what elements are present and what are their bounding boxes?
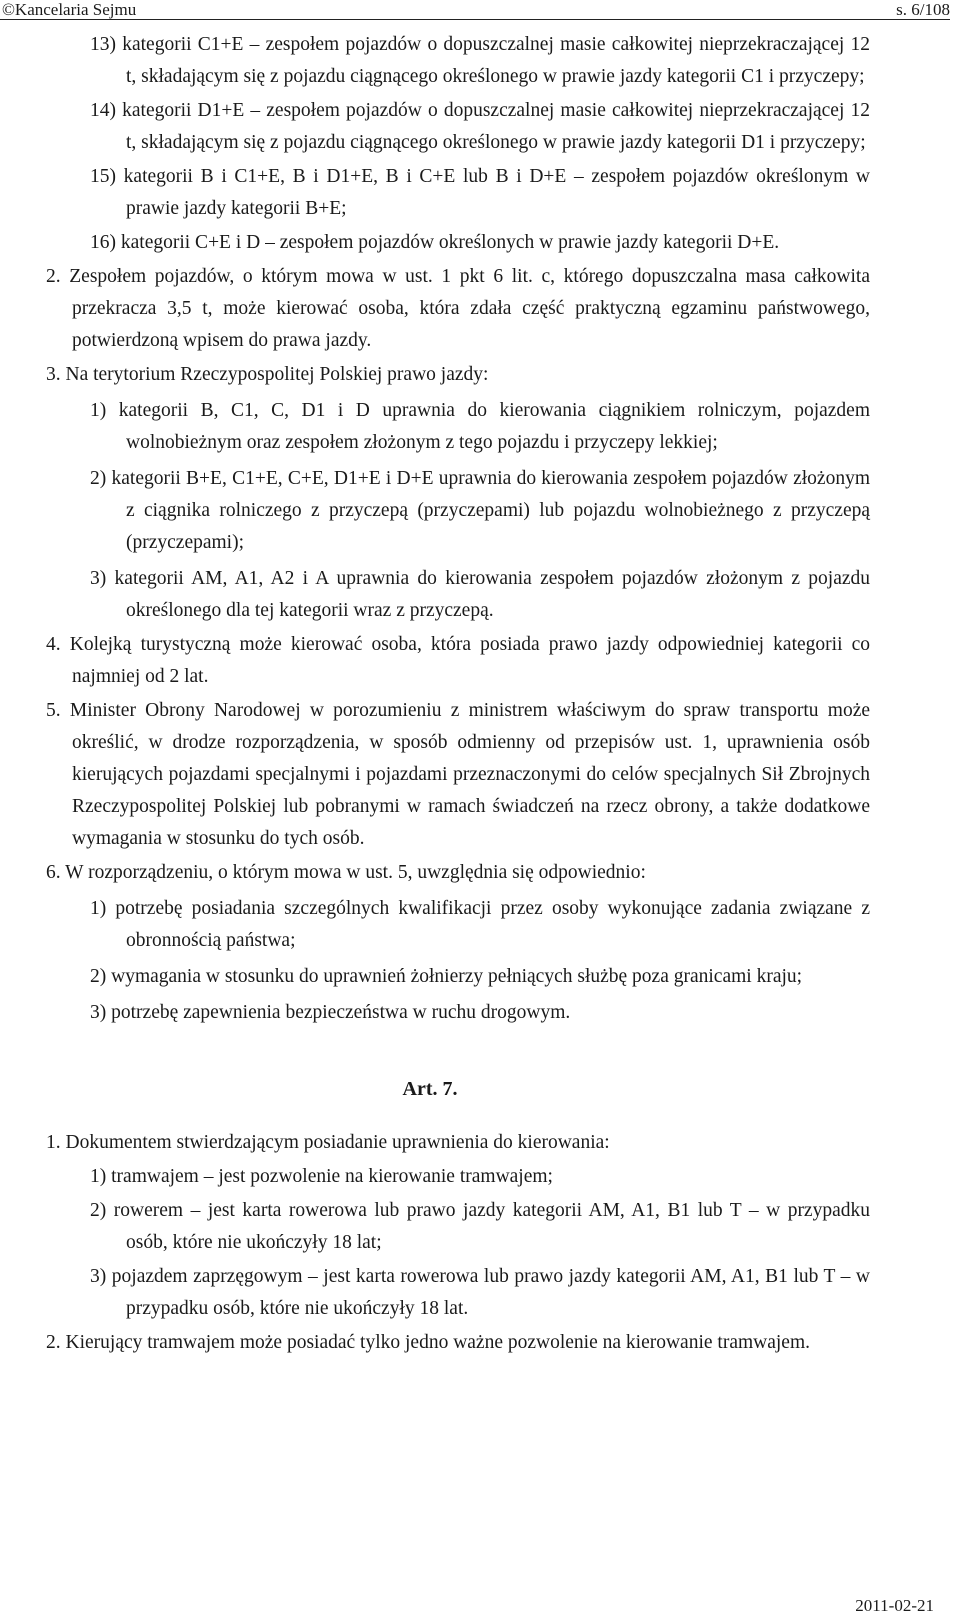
article-7-paragraph-1 — [46, 1127, 870, 1159]
paragraph-number: 4. — [46, 634, 61, 655]
paragraph-6-point-1 — [90, 893, 870, 957]
article-title: Art. 7. — [402, 1078, 458, 1100]
paragraph-3 — [46, 359, 870, 391]
point-number: 3) — [90, 568, 107, 589]
point-16 — [90, 227, 870, 259]
point-text: kategorii B, C1, C, D1 i D uprawnia do kierowania ciągnikiem rolniczym, pojazdem wolnobieżnym oraz zespołem złożonym z tego pojazdu i przyczepy lekkiej; — [118, 400, 870, 453]
paragraph-text: Kierujący tramwajem może posiadać tylko jedno ważne pozwolenie na kierowanie tramwajem. — [65, 1332, 810, 1353]
header-rule — [0, 19, 950, 20]
point-number: 2) — [90, 468, 107, 489]
point-number: 13) — [90, 34, 116, 55]
document-body — [0, 29, 960, 1359]
paragraph-text: Dokumentem stwierdzającym posiadanie uprawnienia do kierowania: — [65, 1132, 610, 1153]
point-text: kategorii AM, A1, A2 i A uprawnia do kierowania zespołem pojazdów złożonym z pojazdu określonego dla tej kategorii wraz z przyczepą. — [114, 568, 871, 621]
point-text: rowerem – jest karta rowerowa lub prawo jazdy kategorii AM, A1, B1 lub T – w przypadku osób, które nie ukończyły 18 lat; — [113, 1200, 870, 1253]
point-number: 3) — [90, 1266, 107, 1287]
point-14 — [90, 95, 870, 159]
article-7-point-2 — [90, 1195, 870, 1259]
point-number: 3) — [90, 1002, 107, 1023]
paragraph-number: 5. — [46, 700, 61, 721]
paragraph-6 — [46, 857, 870, 889]
paragraph-5 — [46, 695, 870, 855]
page-number: s. 6/108 — [896, 0, 950, 19]
point-text: wymagania w stosunku do uprawnień żołnierzy pełniących służbę poza granicami kraju; — [111, 966, 803, 987]
paragraph-number: 3. — [46, 364, 61, 385]
paragraph-6-point-3 — [90, 997, 870, 1029]
paragraph-4 — [46, 629, 870, 693]
point-13 — [90, 29, 870, 93]
point-text: tramwajem – jest pozwolenie na kierowanie tramwajem; — [111, 1166, 553, 1187]
paragraph-3-point-3 — [90, 563, 870, 627]
paragraph-text: Zespołem pojazdów, o którym mowa w ust. 1 pkt 6 lit. c, którego dopuszczalna masa całkowita przekracza 3,5 t, może kierować osoba, która zdała część praktyczną egzaminu państwowego, potwierdzoną wpisem do prawa jazdy. — [69, 266, 871, 351]
point-text: kategorii C+E i D – zespołem pojazdów określonych w prawie jazdy kategorii D+E. — [120, 232, 780, 253]
article-7-point-1 — [90, 1161, 870, 1193]
point-text: pojazdem zaprzęgowym – jest karta rowerowa lub prawo jazdy kategorii AM, A1, B1 lub T – w przypadku osób, które nie ukończyły 18 lat. — [111, 1266, 871, 1319]
point-text: kategorii C1+E – zespołem pojazdów o dopuszczalnej masie całkowitej nieprzekraczającej 12 t, składającym się z pojazdu ciągnącego określonego w prawie jazdy kategorii C1 i przyczepy; — [122, 34, 870, 87]
paragraph-number: 2. — [46, 1332, 61, 1353]
point-number: 2) — [90, 1200, 107, 1221]
point-text: potrzebę posiadania szczególnych kwalifikacji przez osoby wykonujące zadania związane z obronnością państwa; — [115, 898, 870, 951]
point-number: 1) — [90, 898, 107, 919]
point-number: 14) — [90, 100, 116, 121]
paragraph-3-point-2 — [90, 463, 870, 559]
paragraph-number: 6. — [46, 862, 61, 883]
point-text: kategorii D1+E – zespołem pojazdów o dopuszczalnej masie całkowitej nieprzekraczającej 12 t, składającym się z pojazdu ciągnącego określonego w prawie jazdy kategorii D1 i przyczepy; — [122, 100, 870, 153]
point-number: 2) — [90, 966, 107, 987]
paragraph-6-point-2 — [90, 961, 870, 993]
point-text: kategorii B i C1+E, B i D1+E, B i C+E lub B i D+E – zespołem pojazdów określonym w prawie jazdy kategorii B+E; — [123, 166, 870, 219]
point-15 — [90, 161, 870, 225]
paragraph-2 — [46, 261, 870, 357]
page-header — [0, 0, 960, 20]
paragraph-number: 2. — [46, 266, 61, 287]
copyright-label: ©Kancelaria Sejmu — [2, 0, 137, 19]
page-footer-date: 2011-02-21 — [855, 1596, 934, 1615]
paragraph-text: Kolejką turystyczną może kierować osoba, która posiada prawo jazdy odpowiedniej kategorii co najmniej od 2 lat. — [69, 634, 870, 687]
paragraph-text: W rozporządzeniu, o którym mowa w ust. 5, uwzględnia się odpowiednio: — [65, 862, 646, 883]
point-number: 16) — [90, 232, 116, 253]
point-text: potrzebę zapewnienia bezpieczeństwa w ruchu drogowym. — [111, 1002, 571, 1023]
point-number: 1) — [90, 400, 107, 421]
article-7-point-3 — [90, 1261, 870, 1325]
paragraph-text: Minister Obrony Narodowej w porozumieniu z ministrem właściwym do spraw transportu może określić, w drodze rozporządzenia, w sposób odmienny od przepisów ust. 1, uprawnienia osób kierujących pojazdami specjalnymi i pojazdami przeznaczonymi do celów specjalnych Sił Zbrojnych Rzeczypospolitej Polskiej lub pobranymi w ramach świadczeń na rzecz obrony, a także dodatkowe wymagania w stosunku do tych osób. — [69, 700, 871, 849]
point-number: 15) — [90, 166, 116, 187]
point-number: 1) — [90, 1166, 107, 1187]
paragraph-number: 1. — [46, 1132, 61, 1153]
paragraph-text: Na terytorium Rzeczypospolitej Polskiej prawo jazdy: — [65, 364, 489, 385]
article-7-paragraph-2 — [46, 1327, 870, 1359]
paragraph-3-point-1 — [90, 395, 870, 459]
point-text: kategorii B+E, C1+E, C+E, D1+E i D+E uprawnia do kierowania zespołem pojazdów złożonym z ciągnika rolniczego z przyczepą (przyczepami) lub pojazdu wolnobieżnego z przyczepą (przyczepami); — [111, 468, 871, 553]
